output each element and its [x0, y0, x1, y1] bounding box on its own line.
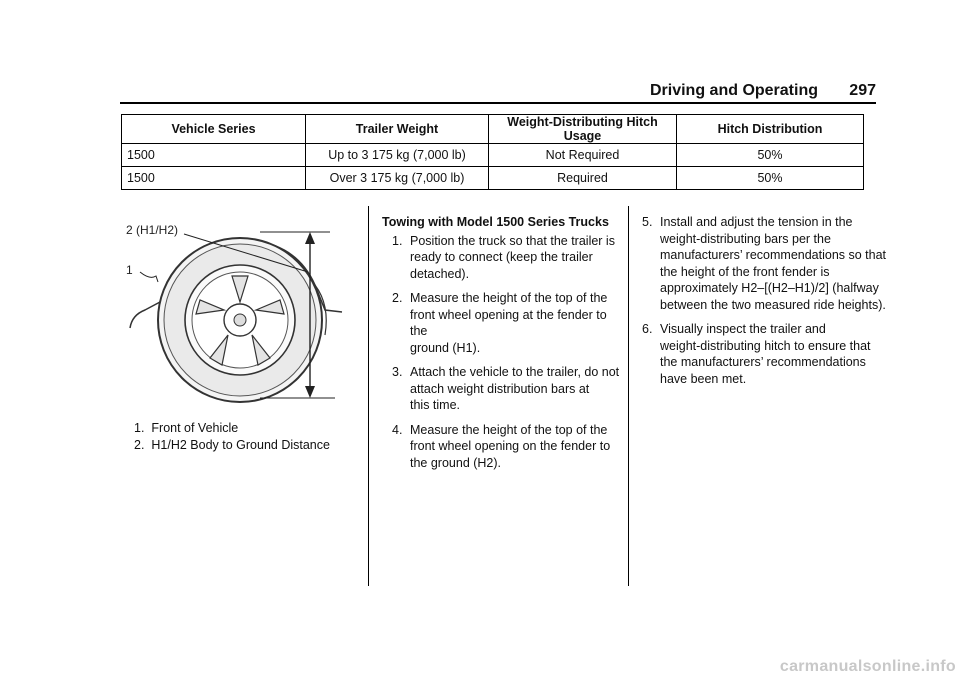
- table-cell: Not Required: [489, 144, 677, 167]
- step-item: 5. Install and adjust the tension in the weight-distributing bars per the manufacturers’ recommendations so that the height of the front fender is approximately H2–[(H2–H1)/2] (halfway between the two measured ride heights).: [642, 215, 887, 312]
- table-row: [122, 167, 864, 190]
- figure-label-1: 1: [126, 263, 133, 277]
- figure-captions: [134, 420, 330, 454]
- towing-instructions: [382, 214, 622, 479]
- column-header: Hitch Distribution: [677, 115, 864, 144]
- column-divider: [628, 206, 629, 586]
- table-cell: 1500: [122, 167, 306, 190]
- step-item: 2. Measure the height of the top of the front wheel opening at the fender to the ground (H1).: [392, 291, 608, 355]
- table-header-row: [122, 115, 864, 144]
- section-title: Driving and Operating: [649, 82, 818, 99]
- table-cell: 50%: [677, 144, 864, 167]
- step-item: 4. Measure the height of the top of the front wheel opening on the fender to the ground (H2).: [392, 422, 611, 470]
- column-divider: [368, 206, 369, 586]
- figure-label-2: 2 (H1/H2): [126, 223, 179, 237]
- step-item: 1. Position the truck so that the trailer is ready to connect (keep the trailer detached).: [392, 233, 615, 281]
- column-header: Weight-Distributing Hitch Usage: [489, 115, 677, 144]
- watermark: carmanualsonline.info: [779, 658, 956, 675]
- wheel-height-figure: [120, 210, 350, 410]
- step-item: 3. Attach the vehicle to the trailer, do not attach weight distribution bars at this time.: [392, 365, 620, 412]
- table-cell: 50%: [677, 167, 864, 190]
- step-item: 6. Visually inspect the trailer and weight-distributing hitch to ensure that the manufacturers’ recommendations have been met.: [642, 322, 871, 386]
- table-cell: Required: [489, 167, 677, 190]
- page-number: 297: [849, 82, 876, 99]
- column-header: Trailer Weight: [306, 115, 489, 144]
- towing-heading: Towing with Model 1500 Series Trucks: [382, 215, 609, 229]
- table-cell: 1500: [122, 144, 306, 167]
- table-row: [122, 144, 864, 167]
- caption-item: 2. H1/H2 Body to Ground Distance: [134, 438, 330, 452]
- wheel-illustration: [120, 210, 350, 410]
- trailer-weight-table: [121, 114, 864, 190]
- column-header: Vehicle Series: [122, 115, 306, 144]
- table-cell: Up to 3 175 kg (7,000 lb): [306, 144, 489, 167]
- caption-item: 1. Front of Vehicle: [134, 421, 239, 435]
- table-cell: Over 3 175 kg (7,000 lb): [306, 167, 489, 190]
- towing-instructions-continued: [642, 214, 892, 395]
- page-header: [120, 80, 876, 104]
